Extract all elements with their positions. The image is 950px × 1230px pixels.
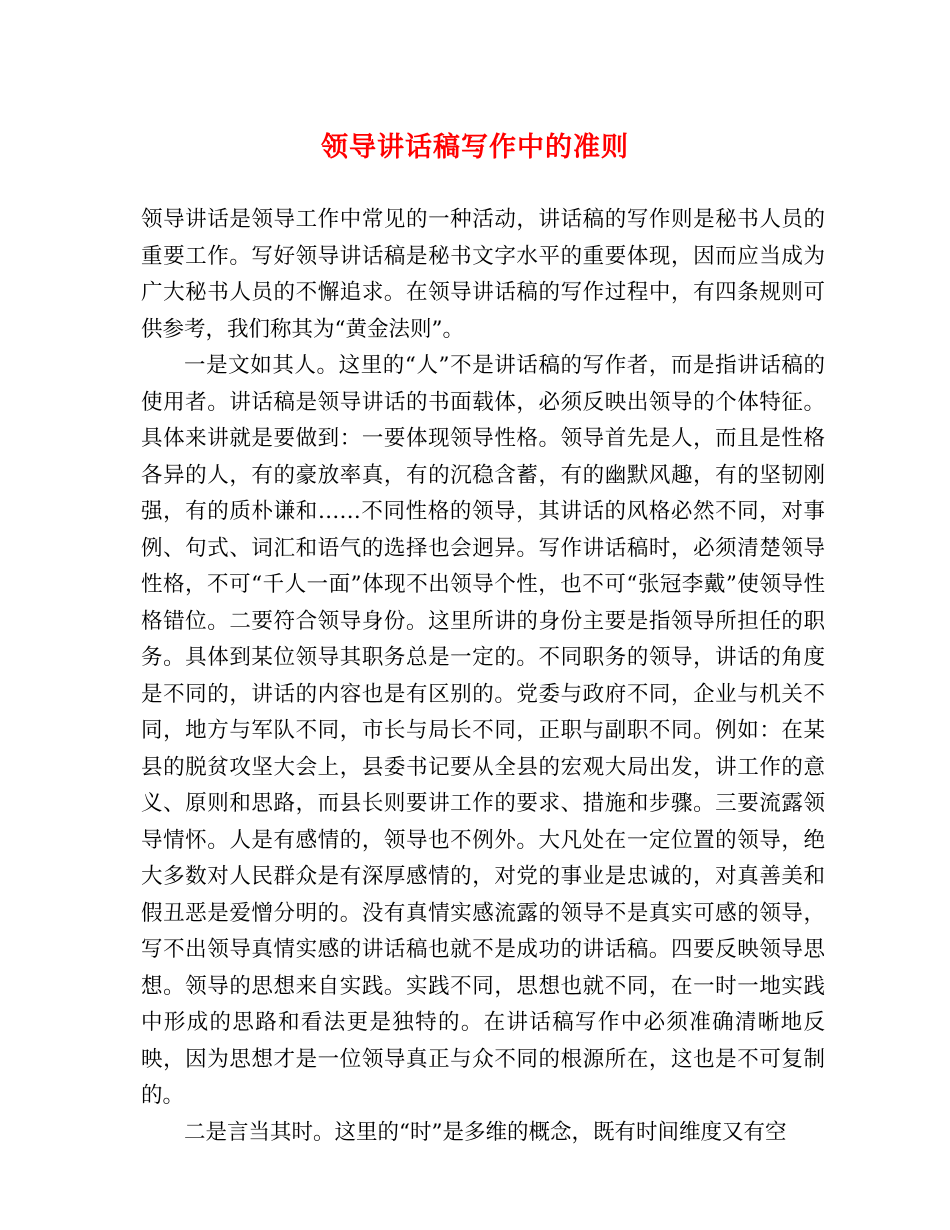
paragraph-first-rule: 一是文如其人。这里的“人”不是讲话稿的写作者，而是指讲话稿的使用者。讲话稿是领导讲话的书面载体，必须反映出领导的个体特征。具体来讲就是要做到：一要体现领导性格。领导首先是人，而且是性格各异的人，有的豪放率真，有的沉稳含蓄，有的幽默风趣，有的坚韧刚强，有的质朴谦和……不同性格的领导，其讲话的风格必然不同，对事例、句式、词汇和语气的选择也会迥异。写作讲话稿时，必须清楚领导性格，不可“千人一面”体现不出领导个性，也不可“张冠李戴”使领导性格错位。二要符合领导身份。这里所讲的身份主要是指领导所担任的职务。具体到某位领导其职务总是一定的。不同职务的领导，讲话的角度是不同的，讲话的内容也是有区别的。党委与政府不同，企业与机关不同，地方与军队不同，市长与局长不同，正职与副职不同。例如：在某县的脱贫攻坚大会上，县委书记要从全县的宏观大局出发，讲工作的意义、原则和思路，而县长则要讲工作的要求、措施和步骤。三要流露领导情怀。人是有感情的，领导也不例外。大凡处在一定位置的领导，绝大多数对人民群众是有深厚感情的，对党的事业是忠诚的，对真善美和假丑恶是爱憎分明的。没有真情实感流露的领导不是真实可感的领导，写不出领导真情实感的讲话稿也就不是成功的讲话稿。四要反映领导思想。领导的思想来自实践。实践不同，思想也就不同，在一时一地实践中形成的思路和看法更是独特的。在讲话稿写作中必须准确清晰地反映，因为思想才是一位领导真正与众不同的根源所在，这也是不可复制的。	[141, 353, 825, 1108]
paragraph-intro: 领导讲话是领导工作中常见的一种活动，讲话稿的写作则是秘书人员的重要工作。写好领导讲话稿是秘书文字水平的重要体现，因而应当成为广大秘书人员的不懈追求。在领导讲话稿的写作过程中，有四条规则可供参考，我们称其为“黄金法则”。	[141, 207, 825, 342]
document-title: 领导讲话稿写作中的准则	[321, 132, 629, 163]
document-body	[141, 202, 825, 1151]
paragraph-second-rule: 二是言当其时。这里的“时”是多维的概念，既有时间维度又有空	[184, 1119, 787, 1145]
